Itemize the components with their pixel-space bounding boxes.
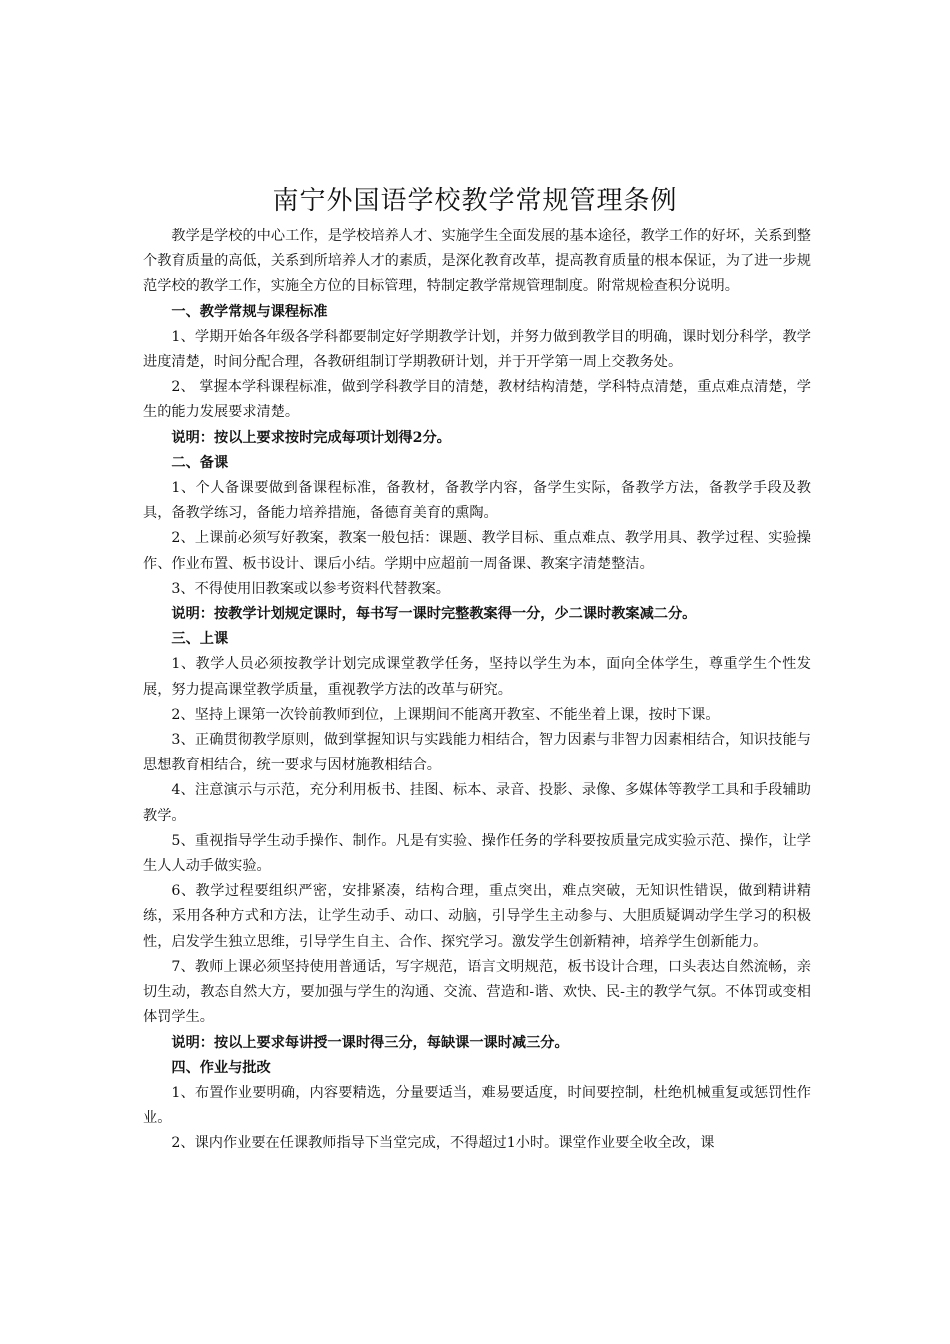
paragraph: 2、上课前必须写好教案，教案一般包括：课题、教学目标、重点难点、教学用具、教学过程、实验操作、作业布置、板书设计、课后小结。学期中应超前一周备课、教案字清楚整洁。 [143, 530, 811, 572]
scoring-note [143, 602, 811, 627]
section-heading: 一、教学常规与课程标准 [171, 303, 328, 320]
section-heading: 二、备课 [171, 454, 229, 471]
scoring-note [143, 1031, 811, 1056]
paragraph: 6、教学过程要组织严密，安排紧凑，结构合理，重点突出，难点突破，无知识性错误，做到精讲精练，采用各种方式和方法，让学生动手、动口、动脑，引导学生主动参与、大胆质疑调动学生学习的积极性，启发学生独立思维，引导学生自主、合作、探究学习。激发学生创新精神，培养学生创新能力。 [143, 883, 811, 950]
section-heading: 三、上课 [171, 631, 229, 648]
scoring-note [143, 426, 811, 451]
scoring-note-text: 说明：按以上要求按时完成每项计划得2分。 [171, 429, 451, 446]
paragraph: 7、教师上课必须坚持使用普通话，写字规范，语言文明规范，板书设计合理，口头表达自然流畅，亲切生动，教态自然大方，要加强与学生的沟通、交流、营造和-谐、欢快、民-主的教学气氛。不体罚或变相体罚学生。 [143, 958, 811, 1026]
scoring-note-text: 说明：按以上要求每讲授一课时得三分，每缺课一课时减三分。 [171, 1034, 569, 1051]
paragraph: 1、布置作业要明确，内容要精选，分量要适当，难易要适度，时间要控制，杜绝机械重复或惩罚性作业。 [143, 1084, 811, 1127]
paragraph: 3、不得使用旧教案或以参考资料代替教案。 [171, 580, 450, 597]
document-title: 南宁外国语学校教学常规管理条例 [272, 186, 678, 216]
paragraph: 2、坚持上课第一次铃前教师到位，上课期间不能离开教室、不能坐着上课，按时下课。 [171, 706, 720, 723]
paragraph: 2、课内作业要在任课教师指导下当堂完成，不得超过1小时。课堂作业要全收全改，课 [171, 1135, 715, 1152]
paragraph: 1、学期开始各年级各学科都要制定好学期教学计划，并努力做到教学目的明确，课时划分科学，教学进度清楚，时间分配合理，各教研组制订学期教研计划，并于开学第一周上交教务处。 [143, 328, 811, 371]
intro-paragraph: 教学是学校的中心工作，是学校培养人才、实施学生全面发展的基本途径，教学工作的好坏，关系到整个教育质量的高低，关系到所培养人才的素质，是深化教育改革，提高教育质量的根本保证，为了进一步规范学校的教学工作，实施全方位的目标管理，特制定教学常规管理制度。附常规检查积分说明。 [143, 228, 811, 295]
paragraph: 2、 掌握本学科课程标准，做到学科教学目的清楚，教材结构清楚，学科特点清楚，重点难点清楚，学生的能力发展要求清楚。 [143, 379, 811, 421]
paragraph: 1、教学人员必须按教学计划完成课堂教学任务，坚持以学生为本，面向全体学生，尊重学生个性发展，努力提高课堂教学质量，重视教学方法的改革与研究。 [143, 656, 811, 698]
scoring-note-text: 说明：按教学计划规定课时，每书写一课时完整教案得一分，少二课时教案减二分。 [171, 606, 697, 623]
paragraph: 5、重视指导学生动手操作、制作。凡是有实验、操作任务的学科要按质量完成实验示范、操作，让学生人人动手做实验。 [143, 832, 811, 875]
paragraph: 4、注意演示与示范，充分利用板书、挂图、标本、录音、投影、录像、多媒体等教学工具和手段辅助教学。 [143, 782, 811, 824]
paragraph: 1、个人备课要做到备课程标准，备教材，备教学内容，备学生实际，备教学方法，备教学手段及教具，备教学练习，备能力培养措施，备德育美育的熏陶。 [143, 480, 811, 522]
paragraph: 3、正确贯彻教学原则，做到掌握知识与实践能力相结合，智力因素与非智力因素相结合，知识技能与思想教育相结合，统一要求与因材施教相结合。 [143, 732, 811, 774]
section-heading: 四、作业与批改 [171, 1059, 271, 1076]
document-body [143, 224, 811, 1157]
